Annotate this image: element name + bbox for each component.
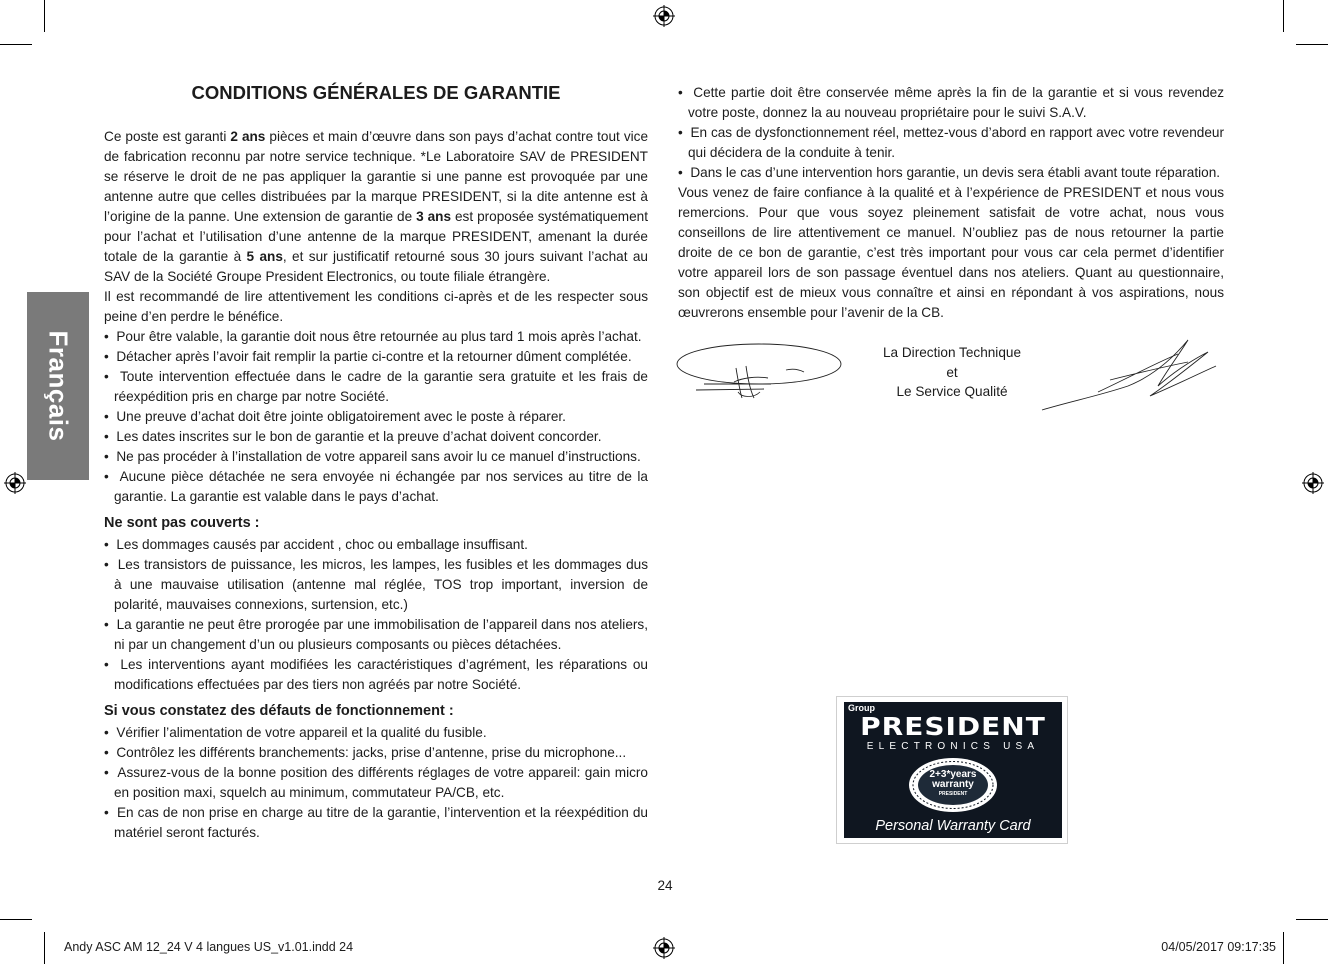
intro-paragraph xyxy=(104,127,648,287)
intro-text: Ce poste est garanti xyxy=(104,129,231,144)
registration-mark-icon xyxy=(4,472,26,494)
intro-bold: 2 ans xyxy=(230,129,266,144)
signature-line: et xyxy=(946,364,958,380)
list-item: • Assurez-vous de la bonne position des différents réglages de votre appareil: gain micro en position maxi, squelch au minimum, commutateur PA/CB, etc. xyxy=(104,765,648,800)
registration-mark-icon xyxy=(1302,472,1324,494)
card-brand-logo: PRESIDENT xyxy=(860,711,1046,742)
crop-mark xyxy=(0,919,32,920)
intro-text: pièces et main d’œuvre dans son pays d’achat contre tout vice de fabrication reconnu par notre service technique. *Le Laboratoire SAV de PRESIDENT se réserve le droit de ne pas appliquer la garantie si une panne est provoquée par une antenne autre que celles distribuées par la marque PRESIDENT, si la dite antenne est à l’origine de la panne. Une extension de garantie de xyxy=(104,129,648,224)
list-item: • La garantie ne peut être prorogée par une immobilisation de l’appareil dans nos ateliers, ni par un changement d’un ou plusieurs composants ou pièces détachées. xyxy=(104,617,648,652)
signature-left-icon xyxy=(676,340,846,404)
footer-file-info: Andy ASC AM 12_24 V 4 langues US_v1.01.indd 24 xyxy=(64,940,354,954)
signature-block xyxy=(874,343,1030,402)
signature-line: Le Service Qualité xyxy=(896,384,1008,399)
intro-text: est proposée systématiquement pour l’achat et l’utilisation d’une antenne de la marque PRESIDENT, amenant la durée totale de la garantie à xyxy=(104,209,648,264)
thank-you-paragraph: Vous venez de faire confiance à la qualité et à l’expérience de PRESIDENT et nous vous remercions. Pour que vous soyez pleinement satisfait de votre achat, nous vous conseillons de lire attentivement ce manuel. N’oubliez pas de nous retourner la partie droite de ce bon de garantie, c’est très important pour vous car cela permet d’identifier votre appareil lors de son passage éventuel dans nos ateliers. Quant au questionnaire, son objectif est de mieux vous connaître et ainsi en répondant à vos aspirations, nous œuvrerons ensemble pour l’avenir de la CB. xyxy=(678,185,1224,320)
list-item: • Les transistors de puissance, les micros, les lampes, les fusibles et les dommages dus à une mauvaise utilisation (antenne mal réglée, TOS trop important, inversion de polarité, mauvaises connexions, surtension, etc.) xyxy=(104,557,648,612)
list-item: • Détacher après l’avoir fait remplir la partie ci-contre et la retourner dûment complétée. xyxy=(104,349,632,364)
list-item: • Toute intervention effectuée dans le cadre de la garantie sera gratuite et les frais de réexpédition pris en charge par notre Société. xyxy=(104,369,648,404)
intro-bold: 3 ans xyxy=(416,209,452,224)
list-item: • Une preuve d’achat doit être jointe obligatoirement avec le poste à réparer. xyxy=(104,409,566,424)
warranty-card xyxy=(844,702,1062,838)
right-column xyxy=(678,83,1224,323)
language-label: Français xyxy=(43,330,74,442)
crop-mark xyxy=(1283,0,1284,32)
badge-warranty: warranty xyxy=(932,779,974,790)
registration-mark-icon xyxy=(653,937,675,959)
list-item: • Les interventions ayant modifiées les caractéristiques d’agrément, les réparations ou modifications effectuées par des tiers non agréés par notre Société. xyxy=(104,657,648,692)
crop-mark xyxy=(1283,932,1284,964)
list-item: • Aucune pièce détachée ne sera envoyée ni échangée par nos services au titre de la garantie. La garantie est valable dans le pays d’achat. xyxy=(104,469,648,504)
page-number: 24 xyxy=(657,878,673,893)
list-item: • En cas de non prise en charge au titre de la garantie, l’intervention et la réexpédition du matériel seront facturés. xyxy=(104,805,648,840)
list-item: • Les dommages causés par accident , choc ou emballage insuffisant. xyxy=(104,537,528,552)
list-item: • Ne pas procéder à l’installation de votre appareil sans avoir lu ce manuel d’instructions. xyxy=(104,449,641,464)
signature-right-icon xyxy=(1038,334,1228,414)
intro-bold: 5 ans xyxy=(246,249,283,264)
list-item: • En cas de dysfonctionnement réel, mettez-vous d’abord en rapport avec votre revendeur qui décidera de la conduite à tenir. xyxy=(678,125,1224,160)
card-subtitle: ELECTRONICS USA xyxy=(866,741,1040,752)
section-heading-not-covered: Ne sont pas couverts : xyxy=(104,515,260,531)
crop-mark xyxy=(1296,919,1328,920)
list-item: • Cette partie doit être conservée même après la fin de la garantie et si vous revendez votre poste, donnez la au nouveau propriétaire pour le suivi S.A.V. xyxy=(678,85,1224,120)
list-item: • Pour être valable, la garantie doit nous être retournée au plus tard 1 mois après l’achat. xyxy=(104,329,642,344)
crop-mark xyxy=(44,0,45,32)
recommendation-paragraph: Il est recommandé de lire attentivement les conditions ci-après et de les respecter sous peine d’en perdre le bénéfice. xyxy=(104,289,648,324)
crop-mark xyxy=(0,44,32,45)
badge-brand: PRESIDENT xyxy=(938,791,968,797)
list-item: • Les dates inscrites sur le bon de garantie et la preuve d’achat doivent concorder. xyxy=(104,429,602,444)
page-title: CONDITIONS GÉNÉRALES DE GARANTIE xyxy=(191,82,561,103)
crop-mark xyxy=(1296,44,1328,45)
section-heading-malfunctions: Si vous constatez des défauts de fonctionnement : xyxy=(104,703,454,719)
card-caption: Personal Warranty Card xyxy=(875,818,1031,834)
list-item: • Contrôlez les différents branchements: jacks, prise d’antenne, prise du microphone... xyxy=(104,745,627,760)
list-item: • Vérifier l’alimentation de votre appareil et la qualité du fusible. xyxy=(104,725,487,740)
registration-mark-icon xyxy=(653,5,675,27)
intro-text: , et sur justificatif retourné sous 30 jours suivant l’achat au SAV de la Société Groupe President Electronics, ou toute filiale étrangère. xyxy=(104,249,648,284)
signature-line: La Direction Technique xyxy=(882,345,1022,360)
left-column xyxy=(104,127,648,843)
badge-years: 2+3*years xyxy=(929,769,977,780)
crop-mark xyxy=(44,932,45,964)
footer-timestamp: 04/05/2017 09:17:35 xyxy=(1161,940,1276,954)
card-group-label: Group xyxy=(848,703,875,713)
list-item: • Dans le cas d’une intervention hors garantie, un devis sera établi avant toute réparation. xyxy=(678,165,1221,180)
